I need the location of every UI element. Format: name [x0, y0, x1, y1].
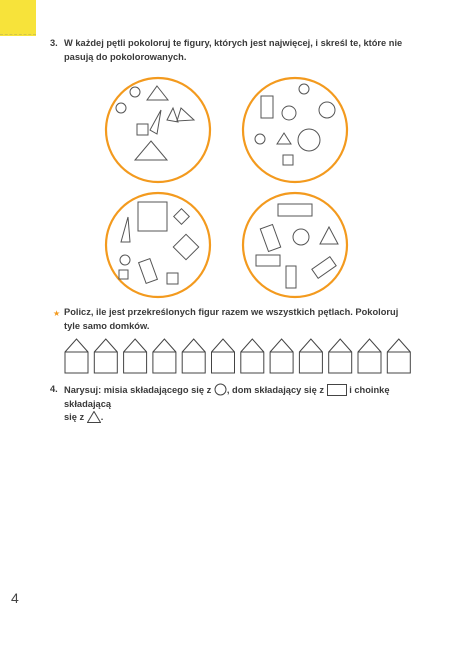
circle-shape — [282, 106, 296, 120]
house-shape[interactable] — [182, 339, 205, 373]
star-marker: ★ — [53, 309, 61, 318]
rectangle-shape — [261, 96, 273, 118]
square-shape — [174, 209, 190, 225]
triangle-shape — [150, 110, 161, 134]
triangle-shape — [147, 86, 168, 100]
triangle-icon — [87, 411, 101, 423]
square-shape — [283, 155, 293, 165]
loop-top-left — [103, 75, 213, 185]
rectangle-shape — [278, 204, 312, 216]
bonus-task — [50, 306, 412, 333]
house-shape[interactable] — [358, 339, 381, 373]
task-instruction: W każdej pętli pokoloruj te figury, których jest najwięcej, i skreśl te, które nie pasują do pokolorowanych. — [64, 38, 403, 62]
square-shape — [167, 273, 178, 284]
rectangle-shape — [312, 257, 336, 279]
circle-icon — [214, 383, 227, 396]
corner-cut-line — [0, 34, 36, 35]
house-shape[interactable] — [270, 339, 293, 373]
triangle-shape — [320, 227, 338, 244]
house-shape[interactable] — [241, 339, 264, 373]
circle-shape — [120, 255, 130, 265]
task-instruction — [64, 383, 412, 425]
task-4 — [50, 383, 412, 425]
triangle-shape — [167, 108, 178, 122]
corner-tab — [0, 0, 36, 36]
house-shape[interactable] — [212, 339, 235, 373]
task-number: 4. — [50, 384, 58, 394]
rectangle-shape — [286, 266, 296, 288]
triangle-shape — [121, 217, 130, 242]
houses-row — [64, 338, 416, 374]
rectangle-shape — [260, 225, 280, 252]
houses-strip — [64, 338, 416, 374]
triangle-shape — [277, 133, 291, 144]
circle-shape — [130, 87, 140, 97]
house-shape[interactable] — [124, 339, 147, 373]
circle-shape — [319, 102, 335, 118]
triangle-shape — [177, 108, 194, 121]
circle-shape — [299, 84, 309, 94]
task-3 — [50, 37, 412, 64]
loop-top-right — [240, 75, 350, 185]
task4-text-part3: i choinkę składającą — [64, 385, 390, 409]
square-shape — [137, 124, 148, 135]
circle-shape — [298, 129, 320, 151]
house-shape[interactable] — [387, 339, 410, 373]
house-shape[interactable] — [329, 339, 352, 373]
bonus-instruction: Policz, ile jest przekreślonych figur razem we wszystkich pętlach. Pokoloruj tyle samo domków. — [64, 307, 399, 331]
triangle-shape — [135, 141, 167, 160]
rectangle-shape — [139, 259, 158, 284]
square-shape — [173, 234, 198, 259]
circle-shape — [116, 103, 126, 113]
rectangle-shape — [256, 255, 280, 266]
task4-text-part5: . — [100, 412, 104, 422]
task4-text-part1: Narysuj: misia składającego się z — [64, 385, 212, 395]
circle-shape — [255, 134, 265, 144]
loop-bottom-left — [103, 190, 213, 300]
circle-shape — [293, 229, 309, 245]
page-number: 4 — [11, 590, 19, 606]
house-shape[interactable] — [153, 339, 176, 373]
square-shape — [138, 202, 167, 231]
task4-text-part2: , dom składający się z — [226, 385, 325, 395]
task4-text-part4: się z — [64, 412, 85, 422]
house-shape[interactable] — [94, 339, 117, 373]
house-shape[interactable] — [65, 339, 88, 373]
loop-bottom-right — [240, 190, 350, 300]
square-shape — [119, 270, 128, 279]
task-number: 3. — [50, 38, 58, 48]
rectangle-icon — [327, 384, 347, 396]
house-shape[interactable] — [299, 339, 322, 373]
